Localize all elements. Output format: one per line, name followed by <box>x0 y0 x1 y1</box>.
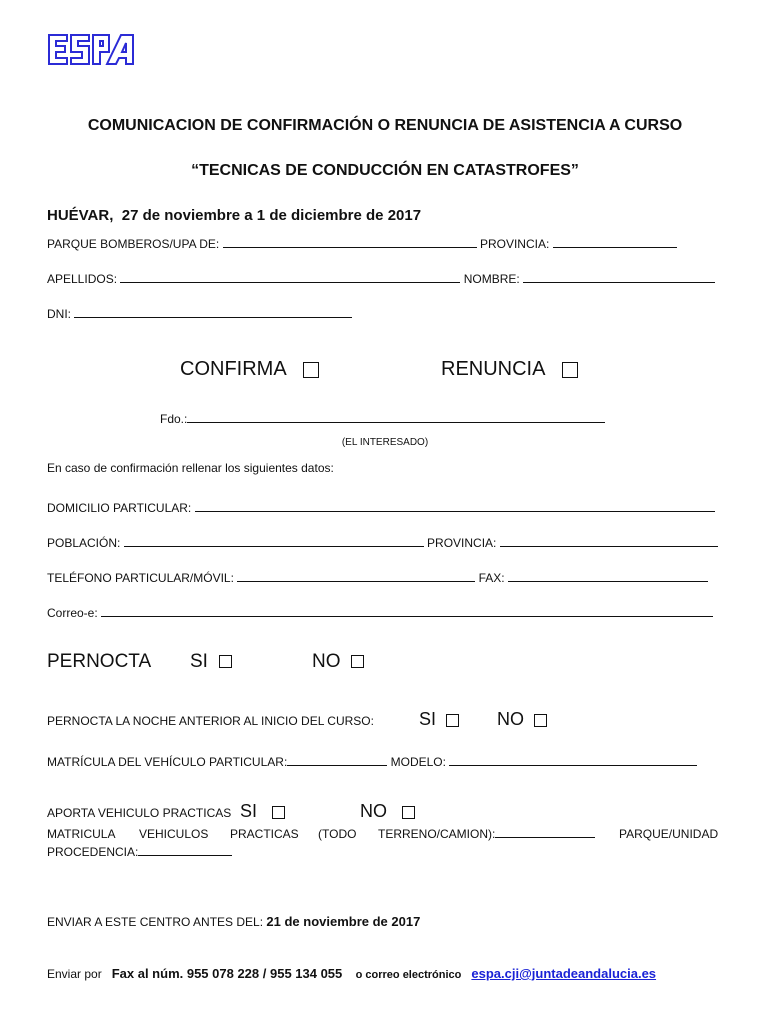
signature-field[interactable] <box>187 412 605 423</box>
aporta-no-label: NO <box>360 801 387 821</box>
apellidos-field[interactable] <box>120 272 460 283</box>
domicilio-label: DOMICILIO PARTICULAR: <box>47 501 192 515</box>
signature-label: Fdo.: <box>160 412 188 426</box>
place-date: HUÉVAR, 27 de noviembre a 1 de diciembre de 2017 <box>47 207 422 224</box>
dates: 27 de noviembre a 1 de diciembre de 2017 <box>121 207 422 224</box>
domicilio-row <box>47 501 715 515</box>
footer-enviar: Enviar por <box>47 967 102 981</box>
fax-label: FAX: <box>478 571 505 585</box>
domicilio-field[interactable] <box>195 501 715 512</box>
email-link[interactable]: espa.cji@juntadeandalucia.es <box>471 966 657 981</box>
renuncia-checkbox[interactable] <box>562 362 578 378</box>
parque-row <box>47 237 677 251</box>
footer <box>47 966 656 981</box>
confirma-label: CONFIRMA <box>180 358 287 380</box>
document-title: COMUNICACION DE CONFIRMACIÓN O RENUNCIA DE ASISTENCIA A CURSO <box>87 117 683 134</box>
matricula-practicas-w5 <box>378 827 595 841</box>
parque-label: PARQUE BOMBEROS/UPA DE: <box>47 237 220 251</box>
pernocta-anterior-no-label: NO <box>497 709 524 729</box>
pernocta-anterior-si <box>419 709 459 730</box>
dni-row <box>47 307 352 321</box>
apellidos-label: APELLIDOS: <box>47 272 118 286</box>
course-title: “TECNICAS DE CONDUCCIÓN EN CATASTROFES” <box>191 162 579 179</box>
fax-field[interactable] <box>508 571 708 582</box>
deadline-row <box>47 914 420 929</box>
procedencia-row <box>47 845 232 859</box>
telefono-field[interactable] <box>237 571 475 582</box>
matricula-practicas-w2: VEHICULOS <box>139 827 209 841</box>
pernocta-anterior-label: PERNOCTA LA NOCHE ANTERIOR AL INICIO DEL CURSO: <box>47 714 374 728</box>
matricula-label: MATRÍCULA DEL VEHÍCULO PARTICULAR: <box>47 755 288 769</box>
correo-label: Correo-e: <box>47 606 98 620</box>
deadline-label: ENVIAR A ESTE CENTRO ANTES DEL: <box>47 915 264 929</box>
modelo-label: MODELO: <box>390 755 446 769</box>
pernocta-anterior-no <box>497 709 547 730</box>
pernocta-si <box>190 651 232 673</box>
correo-row <box>47 606 713 620</box>
pernocta-si-label: SI <box>190 651 208 672</box>
deadline-date: 21 de noviembre de 2017 <box>266 914 421 929</box>
matricula-practicas-w3: PRACTICAS <box>230 827 299 841</box>
place: HUÉVAR <box>47 207 110 224</box>
confirma-checkbox[interactable] <box>303 362 319 378</box>
espa-logo <box>47 33 135 66</box>
pernocta-no-label: NO <box>312 651 341 672</box>
correo-field[interactable] <box>101 606 713 617</box>
provincia2-field[interactable] <box>500 536 718 547</box>
matricula-practicas-w4: (TODO <box>318 827 357 841</box>
provincia2-label: PROVINCIA: <box>427 536 497 550</box>
pernocta-label: PERNOCTA <box>47 651 152 672</box>
matricula-practicas-field[interactable] <box>495 827 595 838</box>
aporta-si <box>240 801 285 822</box>
footer-fax: Fax al núm. 955 078 228 / 955 134 055 <box>111 966 343 981</box>
poblacion-field[interactable] <box>124 536 424 547</box>
provincia-field[interactable] <box>553 237 677 248</box>
matricula-practicas-w6: PARQUE/UNIDAD <box>619 827 719 841</box>
renuncia-option <box>441 358 578 381</box>
nombre-label: NOMBRE: <box>463 272 520 286</box>
pernocta-no-checkbox[interactable] <box>351 655 364 668</box>
parque-field[interactable] <box>223 237 477 248</box>
signature-caption: (EL INTERESADO) <box>341 437 429 448</box>
pernocta-si-checkbox[interactable] <box>219 655 232 668</box>
provincia-label: PROVINCIA: <box>479 237 550 251</box>
renuncia-label: RENUNCIA <box>441 358 546 380</box>
poblacion-label: POBLACIÓN: <box>47 536 121 550</box>
nombre-field[interactable] <box>523 272 715 283</box>
confirmation-note: En caso de confirmación rellenar los siguientes datos: <box>47 461 334 475</box>
aporta-si-label: SI <box>240 801 258 821</box>
aporta-label: APORTA VEHICULO PRACTICAS <box>47 806 232 820</box>
pernocta-anterior-si-checkbox[interactable] <box>446 714 459 727</box>
pernocta-anterior-si-label: SI <box>419 709 437 729</box>
aporta-no-checkbox[interactable] <box>402 806 415 819</box>
poblacion-row <box>47 536 718 550</box>
pernocta-anterior-no-checkbox[interactable] <box>534 714 547 727</box>
dni-field[interactable] <box>74 307 352 318</box>
signature-row <box>160 412 605 426</box>
procedencia-field[interactable] <box>138 845 232 856</box>
matricula-practicas-w1: MATRICULA <box>47 827 116 841</box>
footer-correo: o correo electrónico <box>355 969 462 981</box>
aporta-si-checkbox[interactable] <box>272 806 285 819</box>
matricula-practicas-w5-label: TERRENO/CAMION): <box>378 827 496 841</box>
telefono-row <box>47 571 708 585</box>
modelo-field[interactable] <box>449 755 697 766</box>
confirma-option <box>180 358 319 381</box>
aporta-no <box>360 801 415 822</box>
dni-label: DNI: <box>47 307 71 321</box>
procedencia-label: PROCEDENCIA: <box>47 845 139 859</box>
telefono-label: TELÉFONO PARTICULAR/MÓVIL: <box>47 571 234 585</box>
matricula-field[interactable] <box>287 755 387 766</box>
pernocta-no <box>312 651 364 673</box>
vehiculo-row <box>47 755 697 769</box>
apellidos-row <box>47 272 715 286</box>
